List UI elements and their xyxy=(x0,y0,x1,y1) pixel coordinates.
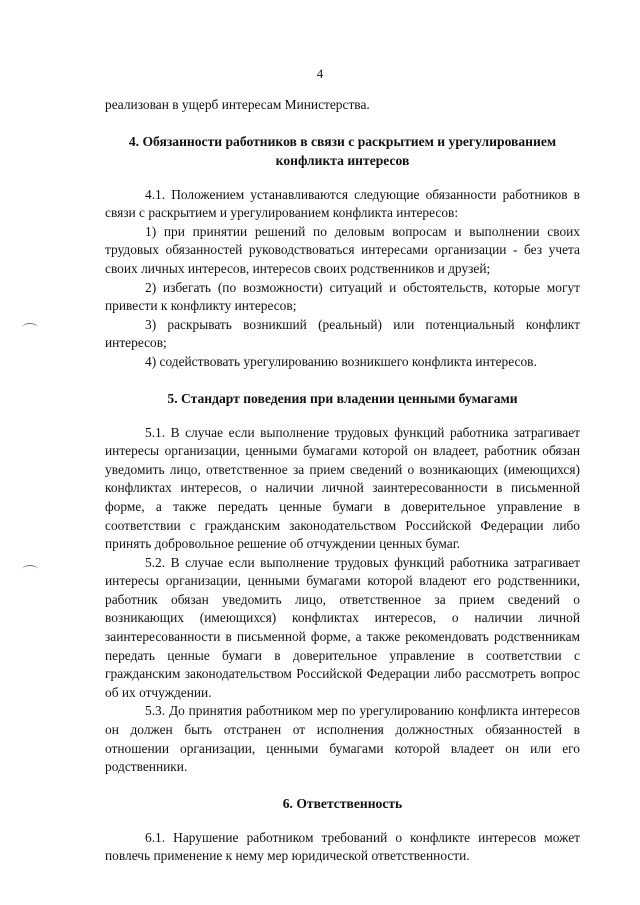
margin-mark xyxy=(22,323,38,332)
section-4-item-2: 2) избегать (по возможности) ситуаций и обстоятельств, которые могут привести к конфликту интересов; xyxy=(105,279,580,314)
intro-line: реализован в ущерб интересам Министерства. xyxy=(105,97,370,112)
margin-mark xyxy=(22,565,38,574)
section-5-paragraph-2: 5.2. В случае если выполнение трудовых функций работника затрагивает интересы организации, ценными бумагами которой владеют его родственники, работник обязан уведомить лицо, ответственное за прием сведений о возникающих (имеющихся) конфликтах интересов, о наличии личной заинтересованности в письменной форме, а также рекомендовать родственникам передать ценные бумаги в доверительное управление в соответствии с гражданским законодательством Российской Федерации либо рассмотреть вопрос об их отчуждении. xyxy=(105,554,580,700)
page-number: 4 xyxy=(316,66,324,81)
section-6-paragraph-1: 6.1. Нарушение работником требований о конфликте интересов может повлечь применение к нему мер юридической ответственности. xyxy=(105,829,580,864)
section-5-paragraph-3: 5.3. До принятия работником мер по урегулированию конфликта интересов он должен быть отстранен от исполнения должностных обязанностей в отношении организации, ценными бумагами которой владеет он или его родственники. xyxy=(105,703,580,775)
section-5-paragraph-1: 5.1. В случае если выполнение трудовых функций работника затрагивает интересы организации, ценными бумагами которой он владеет, работник обязан уведомить лицо, ответственное за прием сведений о возникающих (имеющихся) конфликтах интересов, о наличии личной заинтересованности в письменной форме, а также передать ценные бумаги в доверительное управление в соответствии с гражданским законодательством Российской Федерации либо принять добровольное решение об отчуждении ценных бумаг. xyxy=(105,424,580,552)
section-4-lead: 4.1. Положением устанавливаются следующие обязанности работников в связи с раскрытием и урегулированием конфликта интересов: xyxy=(105,186,580,221)
section-4-heading: 4. Обязанности работников в связи с раскрытием и урегулированием конфликта интересов xyxy=(128,133,557,168)
section-4-item-1: 1) при принятии решений по деловым вопросам и выполнении своих трудовых обязанностей руководствоваться интересами организации - без учета своих личных интересов, интересов своих родственников и друзей; xyxy=(105,223,580,276)
section-4-item-3: 3) раскрывать возникший (реальный) или потенциальный конфликт интересов; xyxy=(105,316,580,351)
section-4-item-4: 4) содействовать урегулированию возникшего конфликта интересов. xyxy=(145,353,537,369)
document-body xyxy=(105,96,580,866)
section-6-heading: 6. Ответственность xyxy=(282,795,403,811)
section-5-heading: 5. Стандарт поведения при владении ценными бумагами xyxy=(167,390,518,406)
